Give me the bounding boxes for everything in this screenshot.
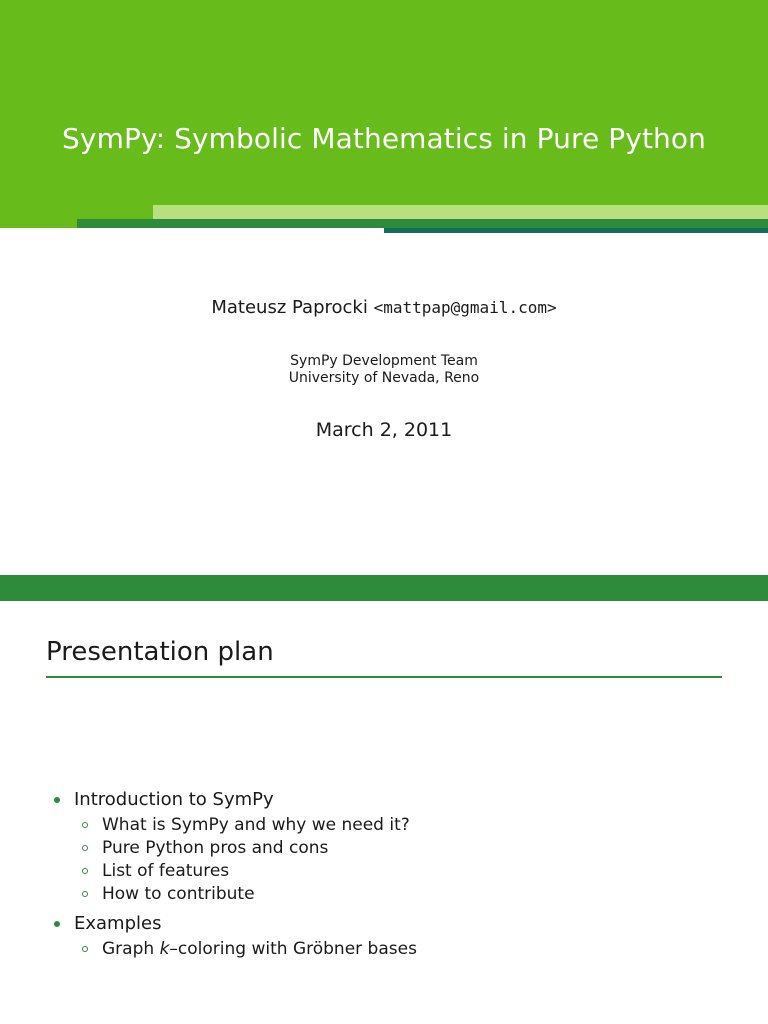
slide-title: SymPy: Symbolic Mathematics in Pure Python [62,122,706,155]
outline-item [0,786,768,814]
banner-stripe-dark [384,228,768,233]
outline-subitem [0,860,768,883]
outline-item-label: Introduction to SymPy [74,789,274,810]
outline-subitems [0,814,768,906]
presentation-date: March 2, 2011 [315,419,453,441]
outline-subitem-label: Pure Python pros and cons [102,838,329,858]
author-email: <mattpap@gmail.com> [373,298,557,317]
bullet-ring-icon [82,891,88,897]
outline-subitem-label: What is SymPy and why we need it? [102,815,410,835]
banner-stripe-light [153,205,768,219]
author-line [0,297,768,318]
bullet-ring-icon [82,946,88,952]
outline-subitem [0,938,768,961]
institute [0,353,768,387]
author-name: Mateusz Paprocki [211,297,368,318]
slide-separator [0,575,768,601]
bullet-ring-icon [82,845,88,851]
bullet-dot-icon [54,921,60,927]
outline-subitem-text-before: Graph [102,939,160,959]
bullet-dot-icon [54,797,60,803]
bullet-ring-icon [82,822,88,828]
outline-item [0,910,768,938]
plan-slide [0,601,768,1024]
banner-stripe-mid [77,219,768,228]
outline-subitem-label: List of features [102,861,230,881]
outline-subitem [0,837,768,860]
institute-team: SymPy Development Team [290,353,478,369]
outline-subitems [0,938,768,961]
institute-university: University of Nevada, Reno [288,370,480,386]
outline-list [0,786,768,961]
plan-title-rule [46,676,722,678]
bullet-ring-icon [82,868,88,874]
plan-title: Presentation plan [46,637,274,667]
outline-subitem-label: How to contribute [102,884,255,904]
outline-subitem-text-after: –coloring with Gröbner bases [169,939,417,959]
outline-item-label: Examples [74,913,162,934]
outline-subitem [0,814,768,837]
title-banner [0,0,768,228]
outline-subitem [0,883,768,906]
outline-subitem-italic: k [159,939,170,959]
